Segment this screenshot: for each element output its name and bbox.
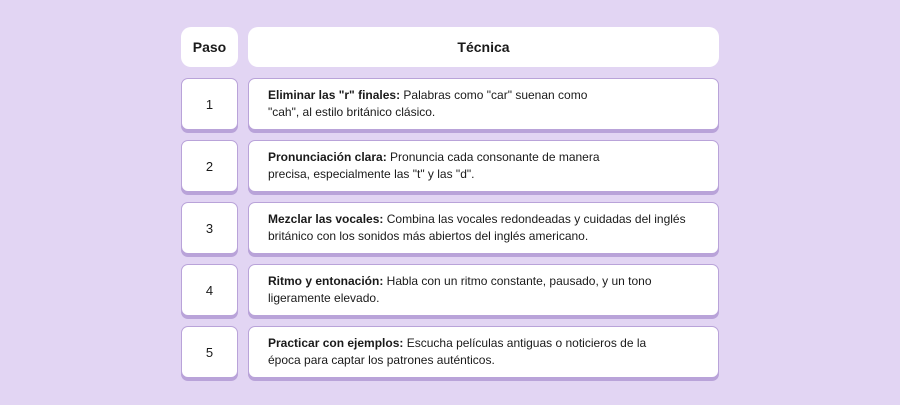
technique-description: Pronuncia cada consonante de manera precisa, especialmente las "t" y las "d". — [268, 150, 600, 181]
table-row — [181, 140, 719, 192]
table-row — [181, 264, 719, 316]
header-step: Paso — [181, 27, 238, 67]
technique-cell — [248, 202, 719, 254]
step-number: 1 — [181, 78, 238, 130]
technique-term: Eliminar las "r" finales: — [268, 88, 401, 102]
table-body — [181, 78, 719, 378]
technique-cell — [248, 78, 719, 130]
step-number: 4 — [181, 264, 238, 316]
steps-table — [181, 27, 719, 388]
technique-term: Mezclar las vocales: — [268, 212, 384, 226]
technique-term: Practicar con ejemplos: — [268, 336, 404, 350]
technique-cell — [248, 326, 719, 378]
technique-term: Ritmo y entonación: — [268, 274, 384, 288]
table-header — [181, 27, 719, 67]
step-number: 2 — [181, 140, 238, 192]
header-technique: Técnica — [248, 27, 719, 67]
table-row — [181, 202, 719, 254]
technique-description: Habla con un ritmo constante, pausado, y un tono ligeramente elevado. — [268, 274, 652, 305]
step-number: 3 — [181, 202, 238, 254]
step-number: 5 — [181, 326, 238, 378]
table-row — [181, 326, 719, 378]
technique-description: Combina las vocales redondeadas y cuidadas del inglés británico con los sonidos más abiertos del inglés americano. — [268, 212, 686, 243]
technique-description: Escucha películas antiguas o noticieros de la época para captar los patrones auténticos. — [268, 336, 647, 367]
technique-term: Pronunciación clara: — [268, 150, 387, 164]
technique-cell — [248, 264, 719, 316]
table-row — [181, 78, 719, 130]
technique-cell — [248, 140, 719, 192]
technique-description: Palabras como "car" suenan como "cah", al estilo británico clásico. — [268, 88, 588, 119]
